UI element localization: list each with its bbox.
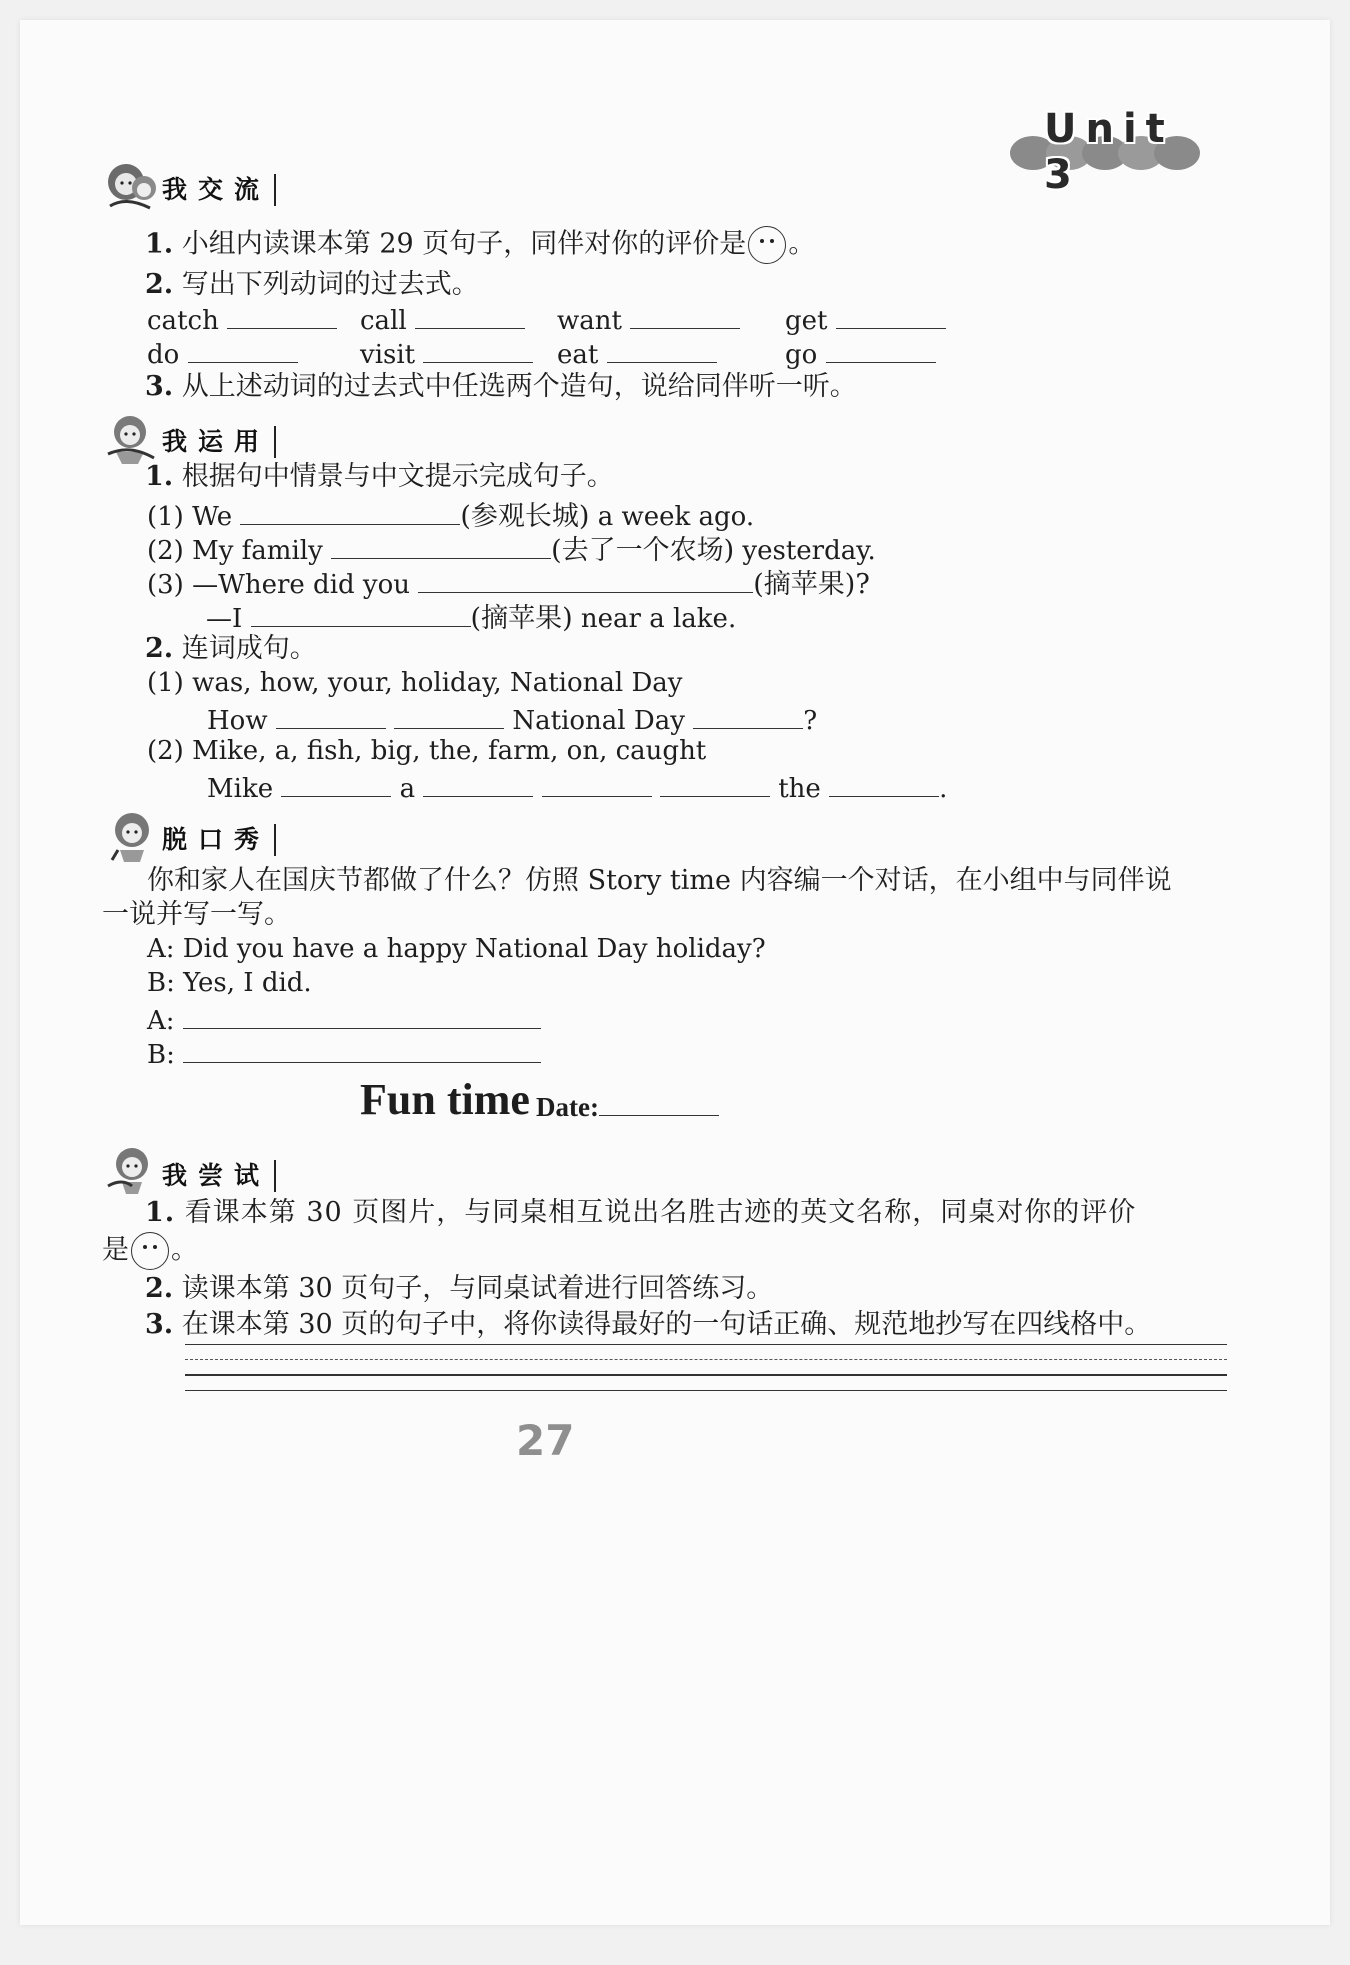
sentence-text: National Day <box>512 706 685 736</box>
date-blank[interactable] <box>599 1093 719 1116</box>
date-label: Date: <box>536 1092 599 1122</box>
sec1-q1 <box>145 226 815 264</box>
sentence-1 <box>147 496 754 534</box>
sec1-q3 <box>145 370 857 404</box>
sentence-text: My family <box>192 536 323 566</box>
question-text: 读课本第 30 页句子，与同桌试着进行回答练习。 <box>181 1273 774 1304</box>
scrambled-words: was, how, your, holiday, National Day <box>192 668 683 698</box>
dialogue-line-blank <box>147 1000 541 1038</box>
verb-word: go <box>785 340 818 370</box>
sec4-q2 <box>145 1272 773 1306</box>
verb-item <box>360 300 525 338</box>
girl-avatar-icon <box>104 1142 162 1200</box>
item-label: (3) <box>147 570 184 600</box>
sec3-intro-line-1: 你和家人在国庆节都做了什么？仿照 Story time 内容编一个对话，在小组中与同伴说 <box>147 865 1172 896</box>
grid-line <box>185 1390 1227 1391</box>
sentence-text: How <box>207 706 268 736</box>
answer-blank[interactable] <box>418 564 753 593</box>
answer-blank[interactable] <box>542 768 652 797</box>
sec4-q1 <box>145 1196 1136 1230</box>
sec3-intro-line-2: 一说并写一写。 <box>102 899 291 930</box>
verb-item <box>360 334 533 372</box>
item-label: (2) <box>147 736 184 766</box>
answer-blank[interactable] <box>394 700 504 729</box>
four-line-writing-grid[interactable] <box>185 1344 1227 1391</box>
sec2-q2 <box>145 632 317 666</box>
answer-blank[interactable] <box>829 768 939 797</box>
answer-line-1 <box>207 700 817 738</box>
question-text: 根据句中情景与中文提示完成句子。 <box>181 461 614 492</box>
punctuation: 。 <box>788 228 816 260</box>
section-header-communicate <box>104 156 364 216</box>
sec4-q1-cont <box>102 1232 198 1270</box>
answer-line-2 <box>207 768 947 806</box>
punctuation: . <box>939 774 948 804</box>
page-number: 27 <box>516 1416 575 1465</box>
speaker-label: A: <box>147 1006 175 1036</box>
verb-word: do <box>147 340 180 370</box>
unit-title: Unit 3 <box>1044 106 1174 198</box>
question-number: 2. <box>145 1273 174 1304</box>
question-text: 连词成句。 <box>181 633 317 664</box>
section-header-try <box>104 1142 364 1202</box>
item-label: (1) <box>147 502 184 532</box>
question-number: 2. <box>145 269 174 300</box>
sentence-text: yesterday. <box>742 536 876 566</box>
section-header-apply <box>104 408 364 468</box>
verb-word: call <box>360 306 407 336</box>
dialogue-line: A: Did you have a happy National Day holiday? <box>147 934 766 964</box>
unit-banner <box>1010 100 1220 198</box>
sentence-text: —Where did you <box>192 570 410 600</box>
kids-avatar-icon <box>104 156 162 214</box>
question-text: 看课本第 30 页图片，与同桌相互说出名胜古迹的英文名称，同桌对你的评价 <box>184 1197 1137 1228</box>
verb-word: want <box>557 306 622 336</box>
sentence-3b <box>206 598 736 636</box>
item-label: (1) <box>147 668 184 698</box>
word-list-2 <box>147 734 706 768</box>
item-label: (2) <box>147 536 184 566</box>
dialogue-line: B: Yes, I did. <box>147 968 312 998</box>
chinese-hint: (摘苹果) <box>470 603 573 634</box>
answer-blank[interactable] <box>423 768 533 797</box>
answer-blank[interactable] <box>276 700 386 729</box>
answer-blank[interactable] <box>423 334 533 363</box>
scrambled-words: Mike, a, fish, big, the, farm, on, caught <box>192 736 707 766</box>
question-number: 1. <box>145 461 174 492</box>
answer-blank[interactable] <box>331 530 551 559</box>
verb-item <box>557 334 717 372</box>
sentence-text: the <box>778 774 821 804</box>
answer-blank[interactable] <box>630 300 740 329</box>
sentence-3a <box>147 564 870 602</box>
sentence-text: a <box>399 774 416 804</box>
answer-blank[interactable] <box>607 334 717 363</box>
verb-item <box>147 300 337 338</box>
verb-item <box>147 334 298 372</box>
verb-word: get <box>785 306 828 336</box>
answer-blank[interactable] <box>227 300 337 329</box>
section-title: 我交流 <box>162 174 276 206</box>
answer-blank[interactable] <box>188 334 298 363</box>
sec4-q3 <box>145 1308 1151 1342</box>
word-list-1 <box>147 666 683 700</box>
question-number: 3. <box>145 1309 174 1340</box>
sec1-q2 <box>145 268 479 302</box>
chinese-hint: (摘苹果)? <box>753 569 870 600</box>
grid-line <box>185 1344 1227 1345</box>
answer-blank[interactable] <box>415 300 525 329</box>
answer-blank[interactable] <box>183 1034 541 1063</box>
grid-line <box>185 1359 1227 1360</box>
answer-blank[interactable] <box>660 768 770 797</box>
workbook-page <box>20 20 1330 1925</box>
question-text: 小组内读课本第 29 页句子，同伴对你的评价是 <box>181 228 747 260</box>
dialogue-line-blank <box>147 1034 541 1072</box>
verb-word: visit <box>360 340 416 370</box>
sentence-text: We <box>192 502 233 532</box>
question-number: 1. <box>145 1197 176 1228</box>
question-text: 写出下列动词的过去式。 <box>181 269 479 300</box>
section-title: 我尝试 <box>162 1160 276 1192</box>
verb-item <box>785 334 936 372</box>
smiley-face-icon <box>748 226 786 264</box>
question-text: 是 <box>102 1234 129 1266</box>
question-number: 1. <box>145 228 174 260</box>
question-number: 2. <box>145 633 174 664</box>
girl-avatar-icon <box>104 806 162 864</box>
answer-blank[interactable] <box>240 496 460 525</box>
question-number: 3. <box>145 371 174 402</box>
chinese-hint: (参观长城) <box>460 501 590 532</box>
smiley-face-icon <box>131 1232 169 1270</box>
punctuation: ? <box>803 706 818 736</box>
question-text: 在课本第 30 页的句子中，将你读得最好的一句话正确、规范地抄写在四线格中。 <box>181 1309 1152 1340</box>
answer-blank[interactable] <box>836 300 946 329</box>
verb-item <box>785 300 946 338</box>
punctuation: 。 <box>171 1234 198 1266</box>
answer-blank[interactable] <box>251 598 471 627</box>
answer-blank[interactable] <box>826 334 936 363</box>
sentence-text: a week ago. <box>597 502 755 532</box>
verb-word: catch <box>147 306 219 336</box>
section-title: 脱口秀 <box>162 824 276 856</box>
sentence-text: —I <box>206 604 243 634</box>
sentence-2 <box>147 530 876 568</box>
answer-blank[interactable] <box>281 768 391 797</box>
sec2-q1 <box>145 460 614 494</box>
question-text: 从上述动词的过去式中任选两个造句，说给同伴听一听。 <box>181 371 857 402</box>
sentence-text: near a lake. <box>580 604 737 634</box>
fun-time-title: Fun time <box>360 1075 530 1124</box>
verb-word: eat <box>557 340 599 370</box>
sentence-text: Mike <box>207 774 274 804</box>
speaker-label: B: <box>147 1040 175 1070</box>
answer-blank[interactable] <box>693 700 803 729</box>
verb-item <box>557 300 740 338</box>
chinese-hint: (去了一个农场) <box>551 535 735 566</box>
girl-avatar-icon <box>104 408 162 466</box>
answer-blank[interactable] <box>183 1000 541 1029</box>
section-header-talk-show <box>104 806 364 866</box>
grid-line <box>185 1374 1227 1376</box>
date-field <box>536 1092 719 1123</box>
section-title: 我运用 <box>162 426 276 458</box>
